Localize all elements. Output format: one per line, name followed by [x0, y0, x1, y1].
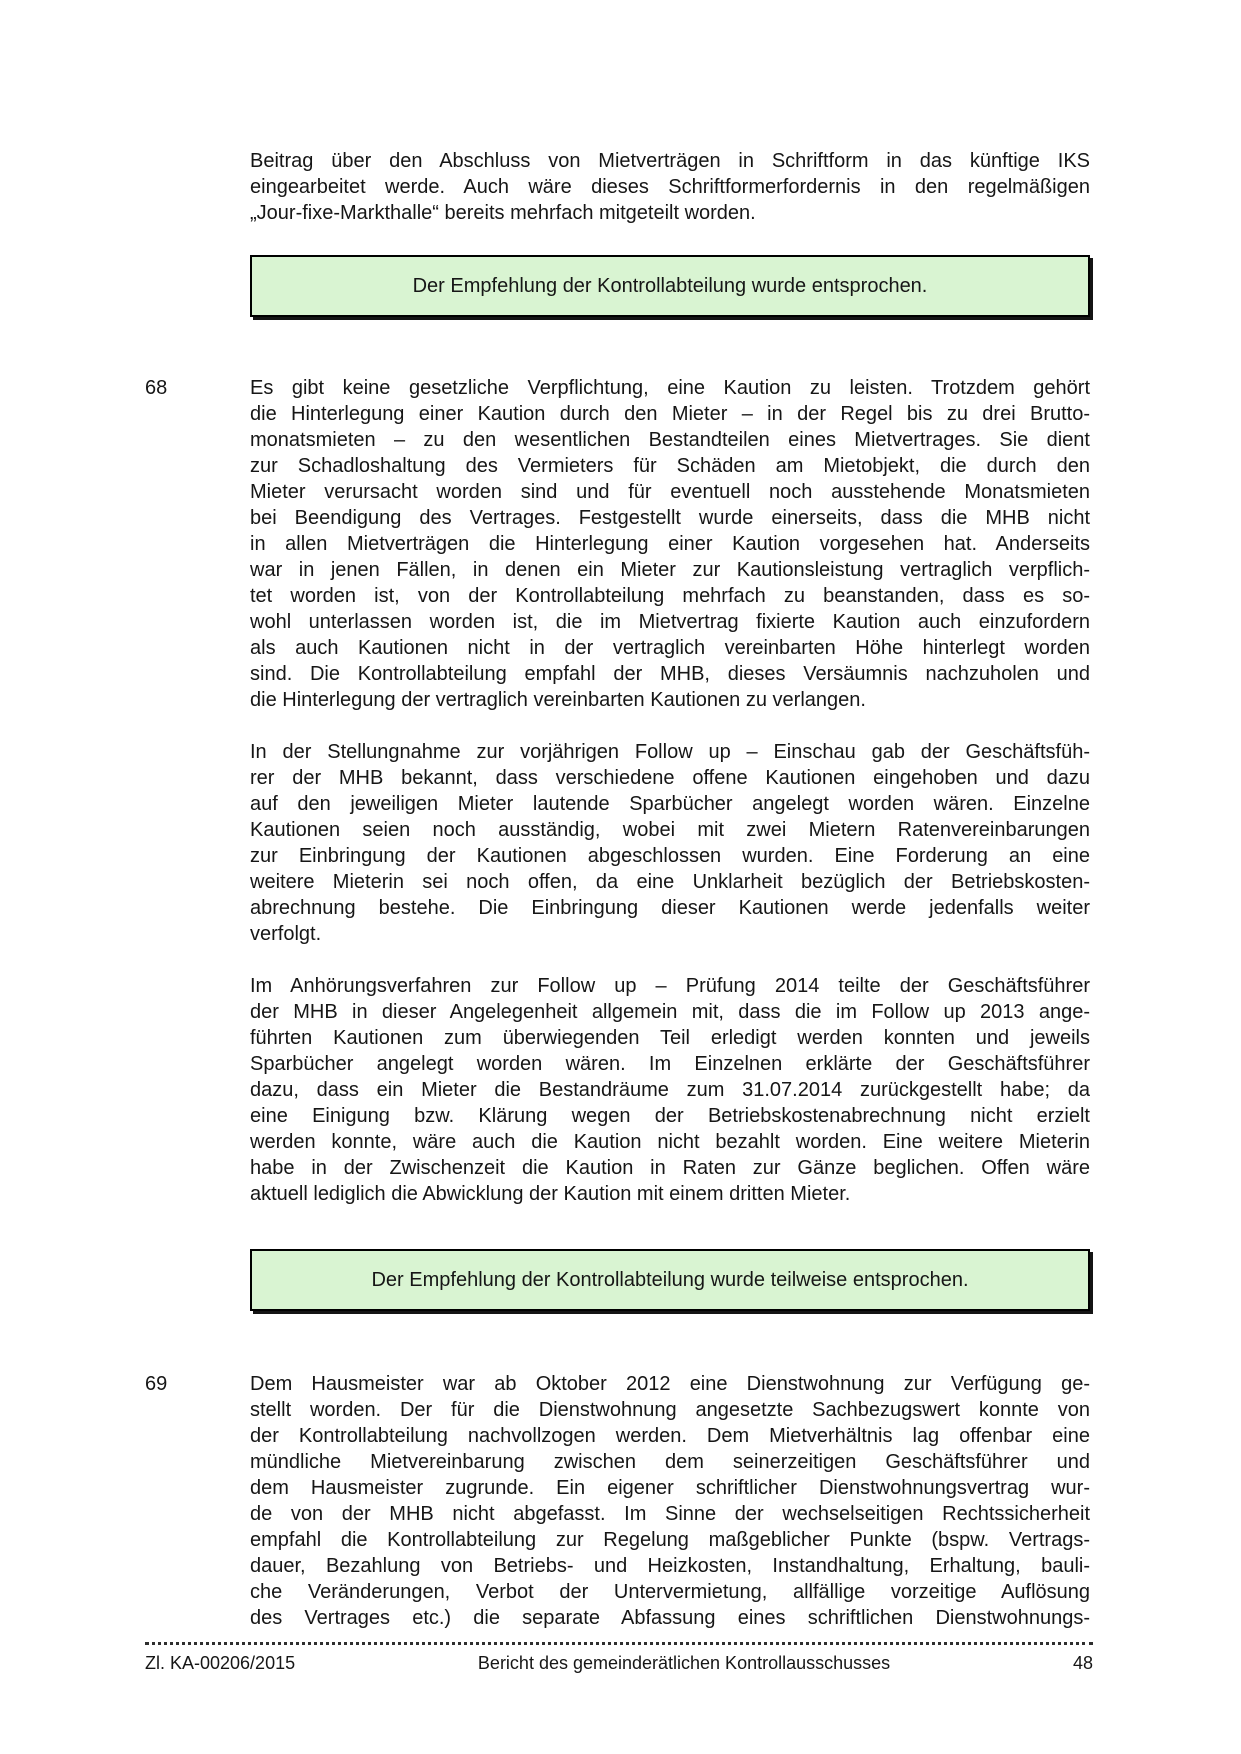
- text-line: verfolgt.: [250, 923, 322, 945]
- text-line: monatsmieten – zu den wesentlichen Bestandteilen eines Mietvertrages. Sie dient: [250, 429, 1090, 451]
- text-line: Im Anhörungsverfahren zur Follow up – Prüfung 2014 teilte der Geschäftsführer: [250, 975, 1090, 997]
- text-line: zur Schadloshaltung des Vermieters für Schäden am Mietobjekt, die durch den: [250, 455, 1090, 477]
- text-line: Es gibt keine gesetzliche Verpflichtung, eine Kaution zu leisten. Trotzdem gehört: [250, 377, 1090, 399]
- text-line: Dem Hausmeister war ab Oktober 2012 eine Dienstwohnung zur Verfügung ge-: [250, 1373, 1090, 1395]
- footer-row: [145, 1652, 1093, 1674]
- footer-reference: Zl. KA-00206/2015: [145, 1653, 296, 1673]
- item-69-paragraph-1: [250, 1371, 1090, 1631]
- text-line: sind. Die Kontrollabteilung empfahl der MHB, dieses Versäumnis nachzuholen und: [250, 663, 1090, 685]
- text-line: mündliche Mietvereinbarung zwischen dem seinerzeitigen Geschäftsführer und: [250, 1451, 1090, 1473]
- text-line: die Hinterlegung einer Kaution durch den Mieter – in der Regel bis zu drei Brutto-: [250, 403, 1090, 425]
- text-line: des Vertrages etc.) die separate Abfassung eines schriftlichen Dienstwohnungs-: [250, 1607, 1090, 1629]
- text-line: der MHB in dieser Angelegenheit allgemein mit, dass die im Follow up 2013 ange-: [250, 1001, 1090, 1023]
- text-line: tet worden ist, von der Kontrollabteilung mehrfach zu beanstanden, dass es so-: [250, 585, 1090, 607]
- text-line: eine Einigung bzw. Klärung wegen der Betriebskostenabrechnung nicht erzielt: [250, 1105, 1090, 1127]
- text-line: aktuell lediglich die Abwicklung der Kaution mit einem dritten Mieter.: [250, 1183, 851, 1205]
- recommendation-box-text: Der Empfehlung der Kontrollabteilung wurde teilweise entsprochen.: [371, 1269, 969, 1291]
- text-line: werden konnte, wäre auch die Kaution nicht bezahlt worden. Eine weitere Mieterin: [250, 1131, 1090, 1153]
- recommendation-box-text: Der Empfehlung der Kontrollabteilung wurde entsprochen.: [412, 275, 928, 297]
- text-line: wohl unterlassen worden ist, die im Mietvertrag fixierte Kaution auch einzufordern: [250, 611, 1090, 633]
- intro-paragraph: [250, 0, 1090, 226]
- footer-page-number: 48: [1072, 1653, 1093, 1673]
- text-line: stellt worden. Der für die Dienstwohnung angesetzte Sachbezugswert konnte von: [250, 1399, 1090, 1421]
- text-line: dazu, dass ein Mieter die Bestandräume zum 31.07.2014 zurückgestellt habe; da: [250, 1079, 1090, 1101]
- text-line: Sparbücher angelegt worden wären. Im Einzelnen erklärte der Geschäftsführer: [250, 1053, 1090, 1075]
- text-line: zur Einbringung der Kautionen abgeschlossen wurden. Eine Forderung an eine: [250, 845, 1090, 867]
- text-line: weitere Mieterin sei noch offen, da eine Unklarheit bezüglich der Betriebskosten-: [250, 871, 1090, 893]
- text-line: abrechnung bestehe. Die Einbringung dieser Kautionen werde jedenfalls weiter: [250, 897, 1090, 919]
- item-68-paragraph-2: [250, 739, 1090, 947]
- text-line: dauer, Bezahlung von Betriebs- und Heizkosten, Instandhaltung, Erhaltung, bauli-: [250, 1555, 1090, 1577]
- text-line: de von der MHB nicht abgefasst. Im Sinne der wechselseitigen Rechtssicherheit: [250, 1503, 1090, 1525]
- text-line: Beitrag über den Abschluss von Mietverträgen in Schriftform in das künftige IKS: [250, 150, 1090, 172]
- text-line: „Jour-fixe-Markthalle“ bereits mehrfach mitgeteilt worden.: [250, 202, 756, 224]
- text-line: der Kontrollabteilung nachvollzogen werden. Dem Mietverhältnis lag offenbar eine: [250, 1425, 1090, 1447]
- text-line: als auch Kautionen nicht in der vertraglich vereinbarten Höhe hinterlegt worden: [250, 637, 1090, 659]
- report-item-69: [0, 1371, 1241, 1631]
- text-line: che Veränderungen, Verbot der Untervermietung, allfällige vorzeitige Auflösung: [250, 1581, 1090, 1603]
- footer-title: Bericht des gemeinderätlichen Kontrollausschusses: [477, 1653, 891, 1673]
- footer-divider: [145, 1642, 1093, 1645]
- text-line: bei Beendigung des Vertrages. Festgestellt wurde einerseits, dass die MHB nicht: [250, 507, 1090, 529]
- text-line: war in jenen Fällen, in denen ein Mieter zur Kautionsleistung vertraglich verpflich-: [250, 559, 1090, 581]
- text-line: habe in der Zwischenzeit die Kaution in Raten zur Gänze beglichen. Offen wäre: [250, 1157, 1090, 1179]
- text-line: dem Hausmeister zugrunde. Ein eigener schriftlicher Dienstwohnungsvertrag wur-: [250, 1477, 1090, 1499]
- text-line: die Hinterlegung der vertraglich vereinbarten Kautionen zu verlangen.: [250, 689, 866, 711]
- report-item-68: [0, 375, 1241, 1207]
- item-number: 68: [145, 377, 168, 399]
- text-line: Mieter verursacht worden sind und für eventuell noch ausstehende Monatsmieten: [250, 481, 1090, 503]
- text-line: In der Stellungnahme zur vorjährigen Follow up – Einschau gab der Geschäftsfüh-: [250, 741, 1090, 763]
- recommendation-box-entsprochen: [250, 255, 1090, 317]
- text-line: Kautionen seien noch ausständig, wobei mit zwei Mietern Ratenvereinbarungen: [250, 819, 1090, 841]
- text-line: rer der MHB bekannt, dass verschiedene offene Kautionen eingehoben und dazu: [250, 767, 1090, 789]
- page-footer: [145, 1642, 1093, 1674]
- item-68-paragraph-1: [250, 375, 1090, 713]
- text-line: empfahl die Kontrollabteilung zur Regelung maßgeblicher Punkte (bspw. Vertrags-: [250, 1529, 1090, 1551]
- text-line: in allen Mietverträgen die Hinterlegung einer Kaution vorgesehen hat. Anderseits: [250, 533, 1090, 555]
- item-number: 69: [145, 1373, 168, 1395]
- text-line: führten Kautionen zum überwiegenden Teil erledigt werden konnten und jeweils: [250, 1027, 1090, 1049]
- item-68-paragraph-3: [250, 973, 1090, 1207]
- text-line: auf den jeweiligen Mieter lautende Sparbücher angelegt worden wären. Einzelne: [250, 793, 1090, 815]
- text-line: eingearbeitet werde. Auch wäre dieses Schriftformerfordernis in den regelmäßigen: [250, 176, 1090, 198]
- recommendation-box-teilweise-entsprochen: [250, 1249, 1090, 1311]
